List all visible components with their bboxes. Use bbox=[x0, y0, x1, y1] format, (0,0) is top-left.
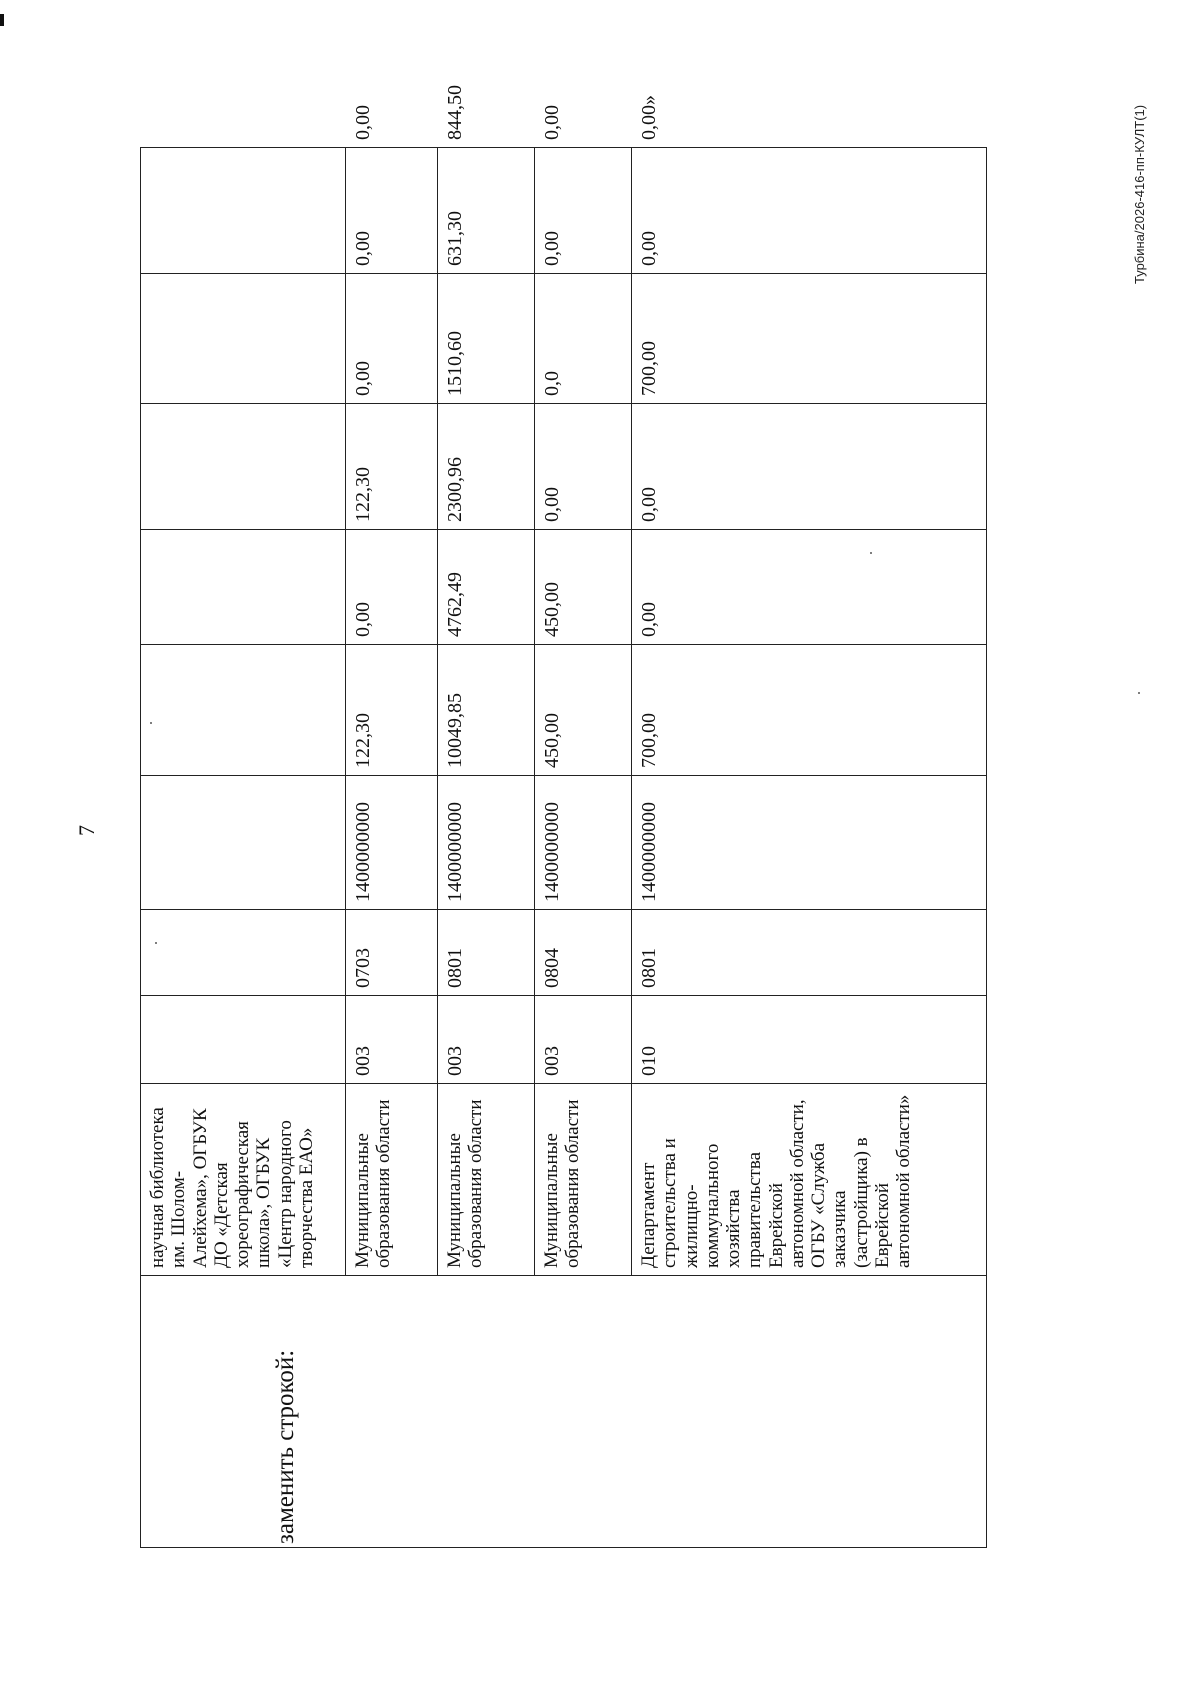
cell-year-4: 631,30 bbox=[438, 148, 535, 274]
table-row: Муниципальные образования области 003 0703 1400000000 122,30 0,00 122,30 0,00 0,00 0,00 bbox=[346, 148, 438, 1548]
cell-rzpr bbox=[141, 910, 346, 996]
scan-speck bbox=[155, 942, 157, 944]
cell-executor: научная библиотека им. Шолом-Алейхема», ОГБУК ДО «Детская хореографическая школа», ОГБУК «Центр народного творчества ЕАО» bbox=[141, 1084, 346, 1276]
replace-instruction: заменить строкой: bbox=[272, 1349, 299, 1544]
cell-total bbox=[141, 645, 346, 776]
table-row bbox=[141, 148, 346, 1548]
cell-grbs: 003 bbox=[346, 996, 438, 1084]
cell-year-2: 0,00 bbox=[535, 404, 632, 530]
scan-speck bbox=[870, 552, 872, 554]
cell-total: 122,30 bbox=[346, 645, 438, 776]
cell-year-2: 0,00 bbox=[632, 404, 987, 530]
cell-executor: Муниципальные образования области bbox=[438, 1084, 535, 1276]
cell-year-3: 1510,60 bbox=[438, 274, 535, 404]
cell-year-2: 2300,96 bbox=[438, 404, 535, 530]
cell-executor: Муниципальные образования области bbox=[535, 1084, 632, 1276]
cell-total: 450,00 bbox=[535, 645, 632, 776]
cell-csr bbox=[141, 776, 346, 910]
cell-rzpr: 0801 bbox=[438, 910, 535, 996]
cell-year-3 bbox=[141, 274, 346, 404]
cell-executor: Департамент строительства и жилищно-коммунального хозяйства правительства Еврейской автономной области, ОГБУ «Служба заказчика (застройщика) в Еврейской автономной области» bbox=[632, 1084, 987, 1276]
cell-rzpr: 0804 bbox=[535, 910, 632, 996]
cell-total: 10049,85 bbox=[438, 645, 535, 776]
page-number: 7 bbox=[74, 825, 99, 836]
cell-csr: 1400000000 bbox=[346, 776, 438, 910]
cell-year-3: 700,00 bbox=[632, 274, 987, 404]
cell-csr: 1400000000 bbox=[535, 776, 632, 910]
document-id: Турбина/2026-416-пп-КУЛТ(1) bbox=[1132, 104, 1147, 284]
cell-year-1: 4762,49 bbox=[438, 530, 535, 645]
cell-year-1 bbox=[141, 530, 346, 645]
cell-year-1: 450,00 bbox=[535, 530, 632, 645]
cell-year-3: 0,00 bbox=[346, 274, 438, 404]
cell-year-2 bbox=[141, 404, 346, 530]
cell-year-4: 0,00 bbox=[535, 148, 632, 274]
cell-executor: Муниципальные образования области bbox=[346, 1084, 438, 1276]
cell-empty-lead bbox=[141, 1276, 987, 1548]
cell-csr: 1400000000 bbox=[438, 776, 535, 910]
cell-year-4: 0,00 bbox=[346, 148, 438, 274]
scan-speck bbox=[1138, 692, 1140, 694]
cell-year-1: 0,00 bbox=[632, 530, 987, 645]
cell-year-2: 122,30 bbox=[346, 404, 438, 530]
cell-grbs: 010 bbox=[632, 996, 987, 1084]
cell-rzpr: 0801 bbox=[632, 910, 987, 996]
cell-csr: 1400000000 bbox=[632, 776, 987, 910]
budget-table bbox=[140, 85, 987, 1548]
cell-year-4: 0,00 bbox=[632, 148, 987, 274]
table-row: Муниципальные образования области 003 0801 1400000000 10049,85 4762,49 2300,96 1510,60 631,30 844,50 bbox=[438, 148, 535, 1548]
table-row: Муниципальные образования области 003 0804 1400000000 450,00 450,00 0,00 0,0 0,00 0,00 bbox=[535, 148, 632, 1548]
table-row: Департамент строительства и жилищно-коммунального хозяйства правительства Еврейской автономной области, ОГБУ «Служба заказчика (застройщика) в Еврейской автономной области» 010 0801 1400000000 700,00 0,00 0,00 700,00 0,00 0,00» bbox=[632, 148, 987, 1548]
cell-year-4 bbox=[141, 148, 346, 274]
cell-grbs bbox=[141, 996, 346, 1084]
cell-grbs: 003 bbox=[438, 996, 535, 1084]
cell-rzpr: 0703 bbox=[346, 910, 438, 996]
scan-speck bbox=[150, 722, 152, 724]
cell-year-3: 0,0 bbox=[535, 274, 632, 404]
cell-total: 700,00 bbox=[632, 645, 987, 776]
cell-grbs: 003 bbox=[535, 996, 632, 1084]
cell-year-1: 0,00 bbox=[346, 530, 438, 645]
